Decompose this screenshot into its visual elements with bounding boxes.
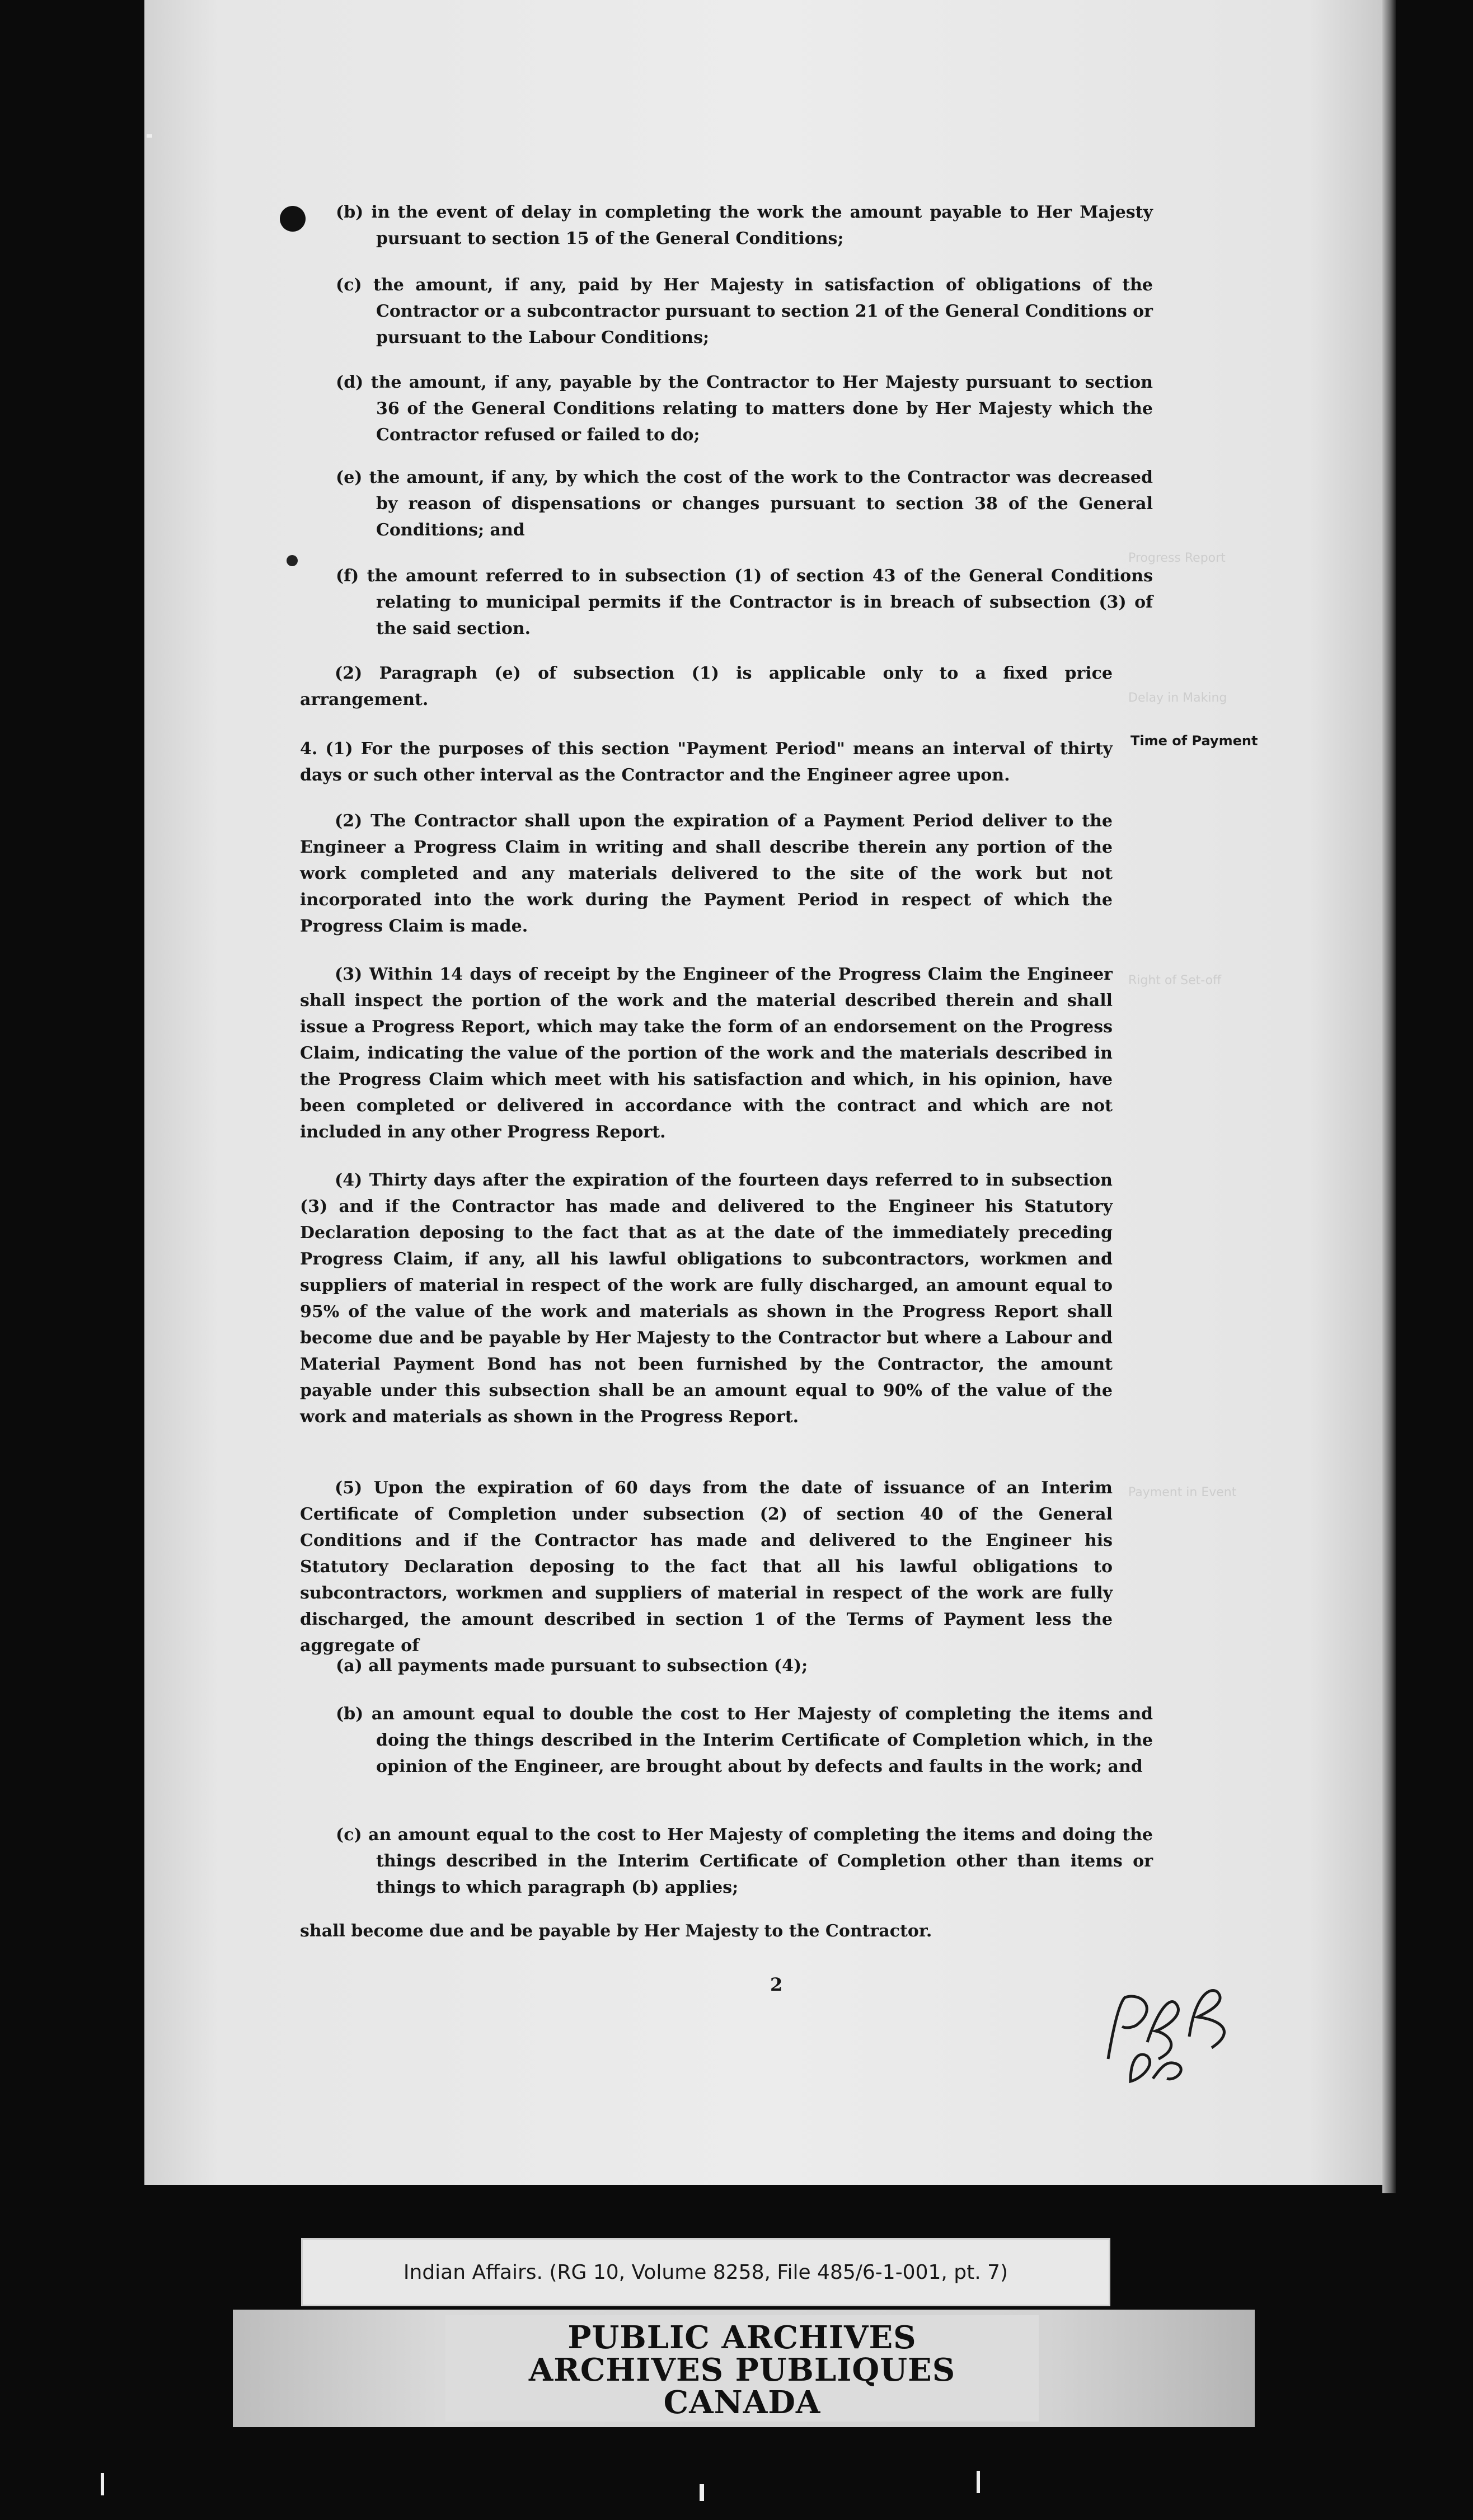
scan-speck — [147, 134, 152, 138]
scan-speck — [700, 2484, 704, 2501]
paragraph-b-delay: (b) in the event of delay in completing the work the amount payable to Her Majesty pursuant to section 15 of the General Conditions; — [336, 203, 1153, 248]
punch-hole-mark — [280, 206, 306, 232]
paragraph-c-obligations: (c) the amount, if any, paid by Her Majesty in satisfaction of obligations of the Contractor or a subcontractor pursuant to section 21 of the General Conditions or pursuant to the Labour Conditions; — [336, 275, 1153, 347]
section-4-3-progress-report: (3) Within 14 days of receipt by the Engineer of the Progress Claim the Engineer shall inspect the portion of the work and the material described therein and shall issue a Progress Report, which may take the form of an endorsement on the Progress Claim, indicating the value of the portion of the work and the materials described in the Progress Claim which meet with his satisfaction and which, in his opinion, have been completed or delivered in accordance with the contract and which are not included in any other Progress Report. — [300, 965, 1113, 1142]
stamp-line-public-archives: PUBLIC ARCHIVES — [567, 2319, 917, 2356]
scan-speck — [977, 2471, 980, 2493]
stamp-line-archives-publiques: ARCHIVES PUBLIQUES — [528, 2352, 956, 2389]
scan-speck — [101, 2473, 104, 2495]
paragraph-a-payments: (a) all payments made pursuant to subsection (4); — [336, 1656, 808, 1676]
archive-stamp — [445, 2315, 1039, 2422]
margin-note-time-of-payment: Time of Payment — [1130, 733, 1258, 749]
paragraph-d-refused: (d) the amount, if any, payable by the Contractor to Her Majesty pursuant to section 36 of the General Conditions relating to matters done by Her Majesty which the Contractor refused or failed to do; — [336, 373, 1153, 445]
page-number: 2 — [770, 1974, 783, 1995]
punch-hole-mark-small — [287, 555, 298, 566]
subsection-2-fixed-price: (2) Paragraph (e) of subsection (1) is applicable only to a fixed price arrangement. — [300, 664, 1113, 709]
archive-stamp-strip — [233, 2310, 1255, 2427]
section-4-1-payment-period: 4. (1) For the purposes of this section "Payment Period" means an interval of thirty days or such other interval as the Contractor and the Engineer agree upon. — [300, 739, 1113, 785]
page-edge-shadow — [1382, 0, 1396, 2193]
section-4-2-progress-claim: (2) The Contractor shall upon the expiration of a Payment Period deliver to the Engineer a Progress Claim in writing and shall describe therein any portion of the work completed and any materials delivered to the site of the work but not incorporated into the work during the Payment Period in respect of which the Progress Claim is made. — [300, 811, 1113, 936]
bleedthrough-text: Delay in Making — [1128, 691, 1227, 705]
bleedthrough-text: Right of Set-off — [1128, 974, 1222, 988]
section-4-4-thirty-days: (4) Thirty days after the expiration of the fourteen days referred to in subsection (3) and if the Contractor has made and delivered to the Engineer his Statutory Declaration deposing to the fact that as at the date of the immediately preceding Progress Claim, if any, all his lawful obligations to subcontractors, workmen and suppliers of material in respect of the work are fully discharged, an amount equal to 95% of the value of the work and materials as shown in the Progress Report shall become due and be payable by Her Majesty to the Contractor but where a Labour and Material Payment Bond has not been furnished by the Contractor, the amount payable under this subsection shall be an amount equal to 90% of the value of the work and materials as shown in the Progress Report. — [300, 1170, 1113, 1427]
handwritten-initials — [1091, 1975, 1270, 2087]
closing-clause: shall become due and be payable by Her Majesty to the Contractor. — [300, 1921, 932, 1941]
archive-reference-label: Indian Affairs. (RG 10, Volume 8258, File 485/6-1-001, pt. 7) — [301, 2238, 1110, 2306]
bleedthrough-text: Payment in Event — [1128, 1485, 1237, 1499]
paragraph-b-double-cost: (b) an amount equal to double the cost to Her Majesty of completing the items and doing the things described in the Interim Certificate of Completion which, in the opinion of the Engineer, are brought about by defects and faults in the work; and — [336, 1704, 1153, 1776]
bleedthrough-text: Progress Report — [1128, 551, 1226, 565]
stamp-line-canada: CANADA — [663, 2384, 821, 2421]
paragraph-c-cost: (c) an amount equal to the cost to Her Majesty of completing the items and doing the things described in the Interim Certificate of Completion other than items or things to which paragraph (b) applies; — [336, 1825, 1153, 1897]
paragraph-f-municipal-permits: (f) the amount referred to in subsection (1) of section 43 of the General Conditions relating to municipal permits if the Contractor is in breach of subsection (3) of the said section. — [336, 566, 1153, 638]
paragraph-e-dispensations: (e) the amount, if any, by which the cost of the work to the Contractor was decreased by reason of dispensations or changes pursuant to section 38 of the General Conditions; and — [336, 468, 1153, 540]
section-4-5-interim-certificate: (5) Upon the expiration of 60 days from the date of issuance of an Interim Certificate of Completion under subsection (2) of section 40 of the General Conditions and if the Contractor has made and delivered to the Engineer his Statutory Declaration deposing to the fact that all his lawful obligations to subcontractors, workmen and suppliers of material in respect of the work are fully discharged, the amount described in section 1 of the Terms of Payment less the aggregate of — [300, 1478, 1113, 1656]
